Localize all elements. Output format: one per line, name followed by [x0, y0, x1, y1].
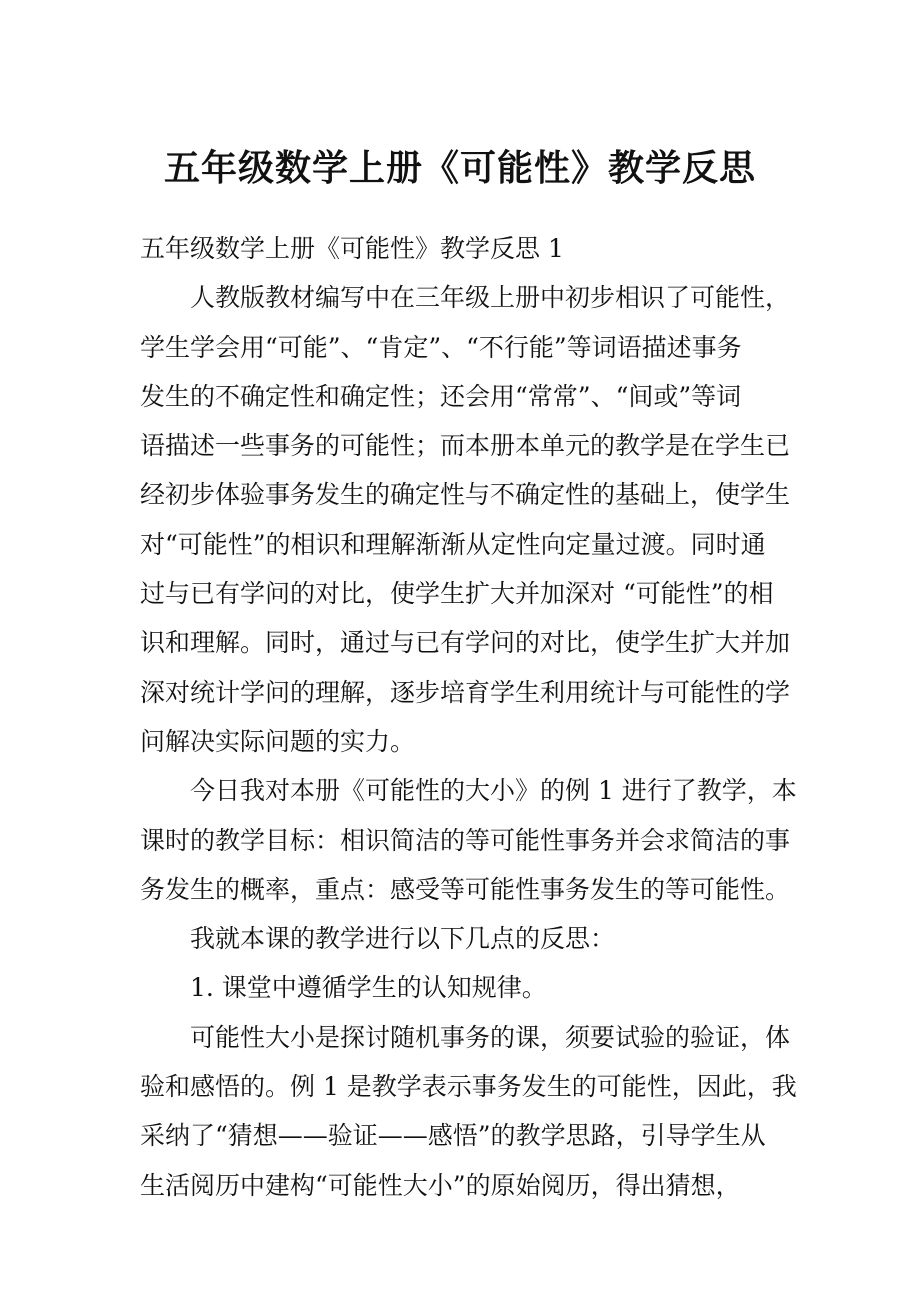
- section-heading: 五年级数学上册《可能性》教学反思 1: [140, 234, 564, 263]
- text-line: 学生学会用“可能”、“肯定”、“不行能”等词语描述事务: [140, 332, 742, 362]
- text-line: 发生的不确定性和确定性；还会用“常常”、“间或”等词: [140, 381, 742, 411]
- paragraph-3: [140, 914, 800, 963]
- paragraph-1: [140, 273, 800, 766]
- paragraph-5: [140, 1013, 800, 1210]
- text-line: 语描述一些事务的可能性；而本册本单元的教学是在学生已: [140, 431, 791, 461]
- text-line: 生活阅历中建构“可能性大小”的原始阅历，得出猜想，: [140, 1170, 741, 1200]
- text-line: 问解决实际问题的实力。: [140, 726, 416, 756]
- text-line: 人教版教材编写中在三年级上册中初步相识了可能性，: [190, 283, 791, 313]
- text-line: 课时的教学目标：相识简洁的等可能性事务并会求简洁的事: [140, 825, 791, 855]
- paragraph-2: [140, 766, 800, 914]
- text-line: 我就本课的教学进行以下几点的反思：: [190, 924, 616, 954]
- document-body: [140, 224, 800, 1210]
- document-title: 五年级数学上册《可能性》教学反思: [163, 147, 756, 189]
- text-line: 过与已有学问的对比，使学生扩大并加深对 “可能性”的相: [140, 579, 774, 609]
- text-line: 经初步体验事务发生的确定性与不确定性的基础上，使学生: [140, 480, 791, 510]
- text-line: 采纳了“猜想——验证——感悟”的教学思路，引导学生从: [140, 1121, 766, 1151]
- text-line: 对“可能性”的相识和理解渐渐从定性向定量过渡。同时通: [140, 529, 766, 559]
- text-line: 识和理解。同时，通过与已有学问的对比，使学生扩大并加: [140, 628, 791, 658]
- text-line: 验和感悟的。例 1 是教学表示事务发生的可能性，因此，我: [140, 1072, 797, 1102]
- text-line: 深对统计学问的理解，逐步培育学生利用统计与可能性的学: [140, 677, 791, 707]
- text-line: 可能性大小是探讨随机事务的课，须要试验的验证，体: [190, 1022, 791, 1052]
- text-line: 务发生的概率，重点：感受等可能性事务发生的等可能性。: [140, 874, 791, 904]
- paragraph-4: [140, 963, 800, 1012]
- text-line: 今日我对本册《可能性的大小》的例 1 进行了教学，本: [190, 776, 797, 806]
- numbered-heading: 1. 课堂中遵循学生的认知规律。: [190, 973, 547, 1003]
